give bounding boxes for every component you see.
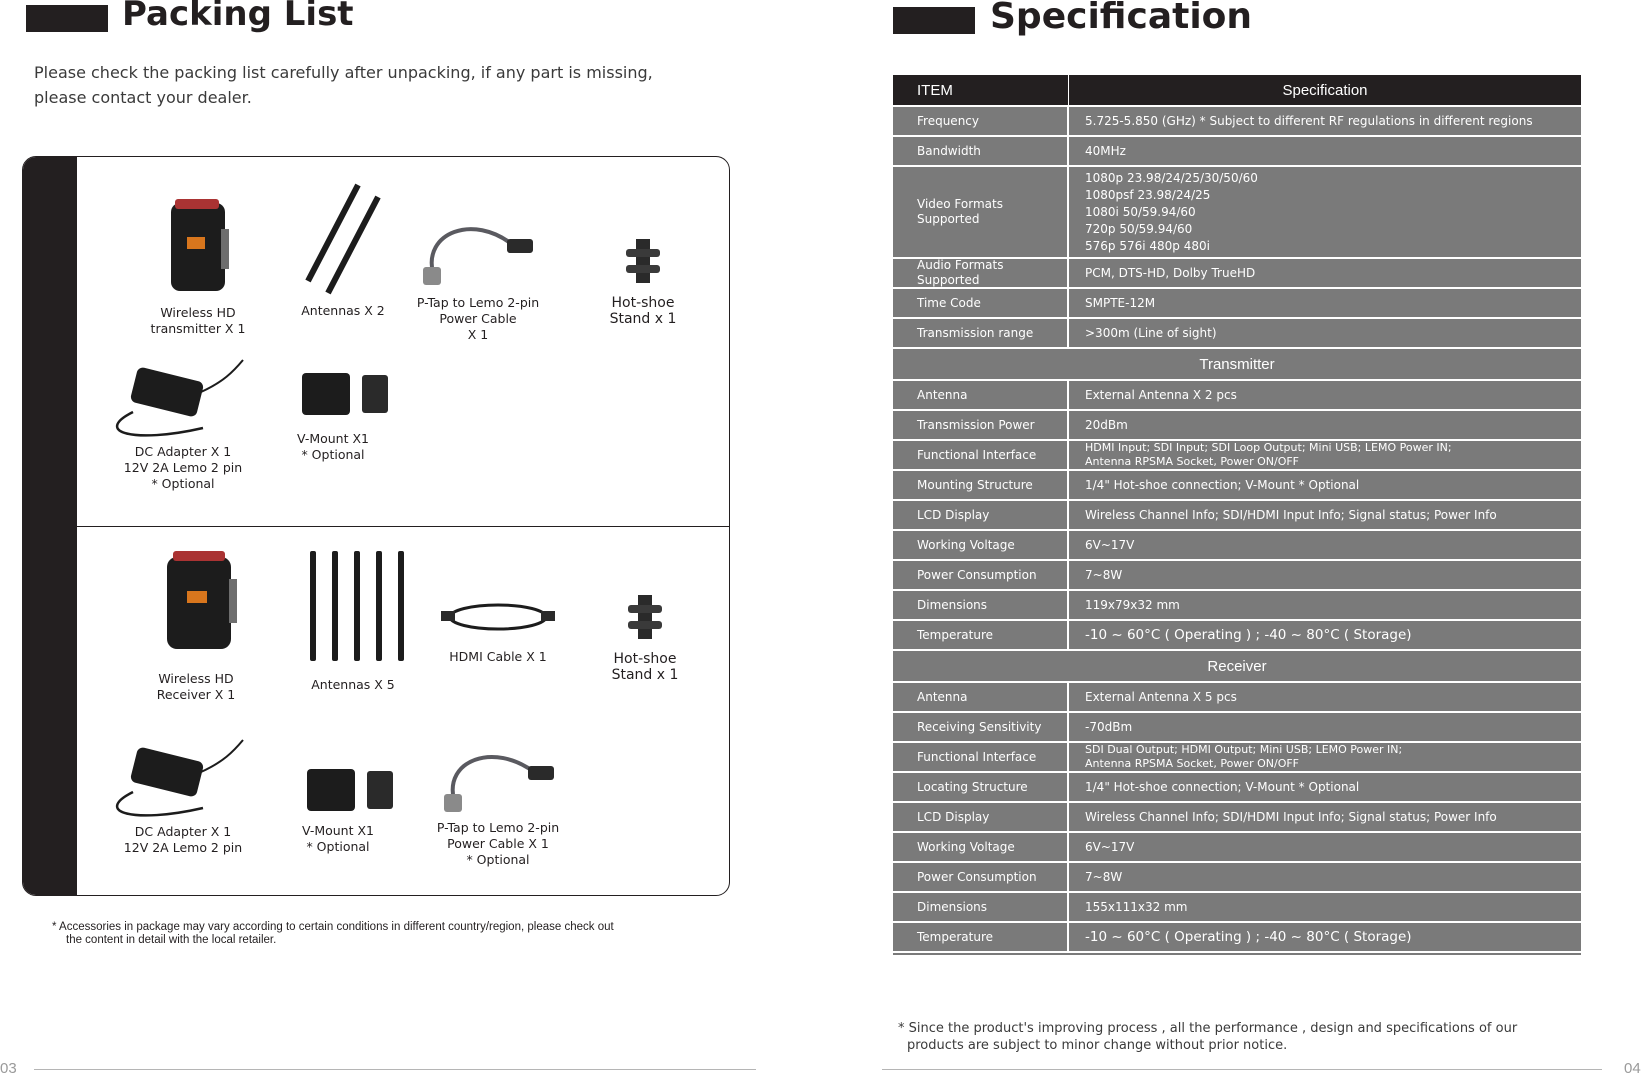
- antennas-2-caption: Antennas X 2: [301, 303, 385, 318]
- spec-row: [893, 287, 1581, 317]
- footnote-line-2: the content in detail with the local retailer.: [66, 934, 277, 946]
- spec-item-label: LCD Display: [893, 501, 1069, 529]
- spec-item-label: Frequency: [893, 107, 1069, 135]
- spec-value-line: >300m (Line of sight): [1085, 325, 1217, 340]
- spec-row: [893, 831, 1581, 861]
- spec-item-label: Working Voltage: [893, 833, 1069, 861]
- spec-item-value: [1069, 167, 1581, 257]
- spec-value-line: 5.725-5.850 (GHz) * Subject to different RF regulations in different regions: [1085, 113, 1533, 128]
- spec-item-label: Bandwidth: [893, 137, 1069, 165]
- hotshoe-item: [588, 237, 698, 347]
- antennas-5-item: [288, 551, 418, 701]
- spec-value-line: 1/4" Hot-shoe connection; V-Mount * Optional: [1085, 779, 1360, 794]
- spec-value-line: SMPTE-12M: [1085, 295, 1156, 310]
- spec-row: [893, 257, 1581, 287]
- receiver-item: [113, 547, 283, 702]
- spec-row: [893, 921, 1581, 951]
- receiver-caption: Wireless HD Receiver X 1: [156, 671, 236, 702]
- spec-value-line: External Antenna X 5 pcs: [1085, 689, 1237, 704]
- dc-adapter-item: [93, 352, 273, 492]
- spec-item-value: [1069, 621, 1581, 649]
- spec-value-line: Antenna RPSMA Socket, Power ON/OFF: [1085, 757, 1300, 770]
- spec-item-label: Audio Formats Supported: [893, 259, 1069, 287]
- transmitter-icon: [113, 195, 283, 305]
- spec-item-label: Power Consumption: [893, 561, 1069, 589]
- spec-value-line: Wireless Channel Info; SDI/HDMI Input Info; Signal status; Power Info: [1085, 809, 1497, 824]
- spec-value-line: External Antenna X 2 pcs: [1085, 387, 1237, 402]
- spec-item-label: Mounting Structure: [893, 471, 1069, 499]
- spec-value-line: -10 ~ 60°C ( Operating ) ; -40 ~ 80°C ( Storage): [1085, 626, 1412, 643]
- antennas-5-caption: Antennas X 5: [311, 677, 395, 692]
- spec-value-line: 40MHz: [1085, 143, 1126, 158]
- spec-row: [893, 135, 1581, 165]
- spec-value-line: -10 ~ 60°C ( Operating ) ; -40 ~ 80°C ( Storage): [1085, 928, 1412, 945]
- vmount-icon: [263, 767, 413, 817]
- cable-icon: [418, 742, 578, 818]
- spec-value-line: Wireless Channel Info; SDI/HDMI Input Info; Signal status; Power Info: [1085, 507, 1497, 522]
- spec-item-label: Transmission range: [893, 319, 1069, 347]
- spec-item-label: Temperature: [893, 923, 1069, 951]
- spec-value-line: 155x111x32 mm: [1085, 899, 1188, 914]
- spec-title-bar: [893, 7, 975, 34]
- specification-title: Specification: [990, 0, 1253, 37]
- spec-value-line: 1/4" Hot-shoe connection; V-Mount * Optional: [1085, 477, 1360, 492]
- spec-note: [898, 1020, 1598, 1054]
- vmount-item-rx: [263, 767, 413, 867]
- footnote-line-1: * Accessories in package may vary according to certain conditions in different country/region, please check out: [52, 921, 614, 933]
- antenna-icon: [288, 551, 418, 665]
- spec-value-line: 7~8W: [1085, 869, 1123, 884]
- dc-adapter-icon: [93, 352, 273, 444]
- spec-value-line: HDMI Input; SDI Input; SDI Loop Output; Mini USB; LEMO Power IN;: [1085, 441, 1452, 454]
- spec-item-value: [1069, 863, 1581, 891]
- hotshoe-item-rx: [590, 593, 700, 703]
- spec-item-value: [1069, 471, 1581, 499]
- spec-item-value: [1069, 381, 1581, 409]
- spec-item-label: Dimensions: [893, 893, 1069, 921]
- spec-table-header: [893, 75, 1581, 105]
- spec-row: [893, 861, 1581, 891]
- antenna-icon: [288, 181, 398, 296]
- spec-value-line: PCM, DTS-HD, Dolby TrueHD: [1085, 265, 1256, 280]
- spec-row: [893, 681, 1581, 711]
- spec-item-value: [1069, 319, 1581, 347]
- spec-item-value: [1069, 137, 1581, 165]
- dc-adapter-item-rx: [93, 732, 273, 862]
- spec-row: [893, 165, 1581, 257]
- spec-row: [893, 559, 1581, 589]
- page-number-left: 03: [0, 1060, 17, 1076]
- packing-title-bar: [26, 5, 108, 32]
- spec-item-value: [1069, 107, 1581, 135]
- ptap-cable-item: [403, 213, 553, 343]
- receiver-section-title: Receiver: [893, 649, 1581, 681]
- ptap-cable-caption: P-Tap to Lemo 2-pin Power Cable X 1: [416, 295, 540, 342]
- spec-row: [893, 105, 1581, 135]
- dc-adapter-rx-caption: DC Adapter X 1 12V 2A Lemo 2 pin: [123, 824, 243, 855]
- packing-divider: [77, 526, 729, 527]
- spec-value-line: 1080psf 23.98/24/25: [1085, 187, 1211, 202]
- spec-row: [893, 409, 1581, 439]
- spec-item-label: Antenna: [893, 381, 1069, 409]
- antennas-2-item: [288, 181, 398, 341]
- receiver-rows: [893, 681, 1581, 951]
- spec-row: [893, 499, 1581, 529]
- spec-item-value: [1069, 893, 1581, 921]
- vmount-rx-caption: V-Mount X1 * Optional: [302, 823, 374, 854]
- spec-row: [893, 317, 1581, 347]
- spec-item-value: [1069, 713, 1581, 741]
- spec-row: [893, 801, 1581, 831]
- spec-note-line-2: products are subject to minor change without prior notice.: [907, 1038, 1288, 1053]
- spec-item-value: [1069, 561, 1581, 589]
- spec-value-line: 720p 50/59.94/60: [1085, 221, 1193, 236]
- spec-item-value: [1069, 591, 1581, 619]
- spec-item-value: [1069, 803, 1581, 831]
- packing-list-title: Packing List: [122, 0, 354, 34]
- spec-value-line: -70dBm: [1085, 719, 1133, 734]
- vmount-icon: [258, 369, 408, 425]
- spec-row: [893, 379, 1581, 409]
- receiver-icon: [113, 547, 283, 657]
- spec-value-line: 20dBm: [1085, 417, 1128, 432]
- hdmi-cable-item: [423, 597, 573, 687]
- hotshoe-rx-caption: Hot-shoe Stand x 1: [611, 651, 679, 683]
- spec-item-value: [1069, 441, 1581, 469]
- spec-value-line: 119x79x32 mm: [1085, 597, 1180, 612]
- cable-icon: [403, 213, 553, 293]
- spec-table: [893, 75, 1581, 955]
- spec-note-line-1: * Since the product's improving process , all the performance , design and specifications of our: [898, 1021, 1518, 1036]
- dc-adapter-icon: [93, 732, 273, 824]
- spec-item-label: Dimensions: [893, 591, 1069, 619]
- ptap-cable-item-rx: [418, 742, 578, 872]
- spec-item-value: [1069, 923, 1581, 951]
- packing-box: [22, 156, 730, 896]
- ptap-cable-rx-caption: P-Tap to Lemo 2-pin Power Cable X 1 * Optional: [436, 820, 560, 867]
- transmitter-section-title: Transmitter: [893, 347, 1581, 379]
- spec-item-label: LCD Display: [893, 803, 1069, 831]
- dc-adapter-caption: DC Adapter X 1 12V 2A Lemo 2 pin * Optional: [123, 444, 243, 491]
- spec-item-label: Antenna: [893, 683, 1069, 711]
- spec-row: [893, 771, 1581, 801]
- footer-line-left: [34, 1069, 756, 1070]
- hotshoe-caption: Hot-shoe Stand x 1: [609, 295, 677, 327]
- spec-value-line: 6V~17V: [1085, 537, 1135, 552]
- transmitter-rows: [893, 379, 1581, 649]
- hotshoe-icon: [588, 237, 698, 287]
- spec-item-label: Locating Structure: [893, 773, 1069, 801]
- spec-row: [893, 439, 1581, 469]
- footer-line-right: [882, 1069, 1602, 1070]
- spec-row: [893, 529, 1581, 559]
- spec-value-line: 576p 576i 480p 480i: [1085, 238, 1210, 253]
- spec-row: [893, 891, 1581, 921]
- packing-footnote: [52, 921, 732, 947]
- spec-value-line: 1080i 50/59.94/60: [1085, 204, 1196, 219]
- spec-row: [893, 741, 1581, 771]
- spec-item-value: [1069, 833, 1581, 861]
- spec-item-label: Time Code: [893, 289, 1069, 317]
- spec-item-value: [1069, 683, 1581, 711]
- hdmi-cable-caption: HDMI Cable X 1: [449, 649, 547, 664]
- spec-item-label: Transmission Power: [893, 411, 1069, 439]
- spec-item-value: [1069, 773, 1581, 801]
- vmount-caption: V-Mount X1 * Optional: [297, 431, 369, 462]
- packing-intro: [34, 60, 714, 110]
- intro-line-1: Please check the packing list carefully after unpacking, if any part is missing,: [34, 63, 653, 82]
- spec-value-line: 1080p 23.98/24/25/30/50/60: [1085, 170, 1258, 185]
- hdmi-cable-icon: [423, 597, 573, 637]
- transmitter-item: [113, 195, 283, 345]
- spec-value-line: SDI Dual Output; HDMI Output; Mini USB; LEMO Power IN;: [1085, 743, 1403, 756]
- spec-item-value: [1069, 531, 1581, 559]
- header-item: ITEM: [893, 75, 1069, 105]
- page-number-right: 04: [1624, 1060, 1641, 1076]
- transmitter-caption: Wireless HD transmitter X 1: [150, 305, 246, 336]
- spec-item-value: [1069, 411, 1581, 439]
- spec-row: [893, 711, 1581, 741]
- spec-item-label: Temperature: [893, 621, 1069, 649]
- spec-value-line: 6V~17V: [1085, 839, 1135, 854]
- spec-item-label: Functional Interface: [893, 441, 1069, 469]
- spec-row: [893, 619, 1581, 649]
- spec-value-line: 7~8W: [1085, 567, 1123, 582]
- packing-side-bar: [23, 157, 77, 895]
- spec-row: [893, 469, 1581, 499]
- spec-row: [893, 589, 1581, 619]
- hotshoe-icon: [590, 593, 700, 643]
- intro-line-2: please contact your dealer.: [34, 88, 252, 107]
- vmount-item: [258, 369, 408, 489]
- table-end-line: [893, 953, 1581, 955]
- spec-item-label: Receiving Sensitivity: [893, 713, 1069, 741]
- header-spec: Specification: [1282, 81, 1368, 99]
- spec-value-line: Antenna RPSMA Socket, Power ON/OFF: [1085, 455, 1300, 468]
- spec-item-value: [1069, 743, 1581, 771]
- spec-item-label: Power Consumption: [893, 863, 1069, 891]
- general-rows: [893, 105, 1581, 347]
- spec-item-label: Functional Interface: [893, 743, 1069, 771]
- spec-item-label: Video Formats Supported: [893, 167, 1069, 257]
- spec-item-label: Working Voltage: [893, 531, 1069, 559]
- spec-item-value: [1069, 259, 1581, 287]
- spec-item-value: [1069, 501, 1581, 529]
- spec-item-value: [1069, 289, 1581, 317]
